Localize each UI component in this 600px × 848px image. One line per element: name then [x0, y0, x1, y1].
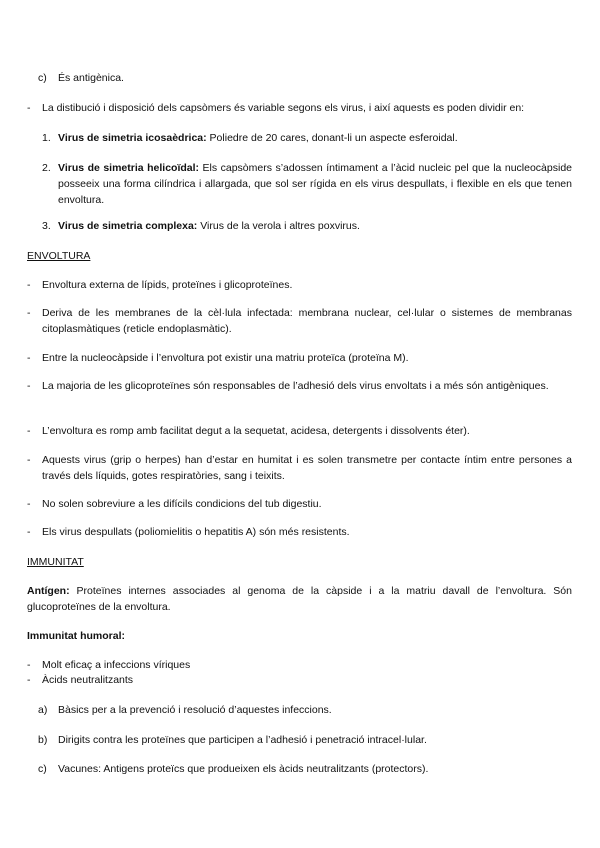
- symmetry-item-number: 3.: [42, 220, 51, 232]
- symmetry-item-number: 1.: [42, 132, 51, 144]
- antigen-paragraph: [27, 583, 572, 615]
- list-dash: -: [27, 307, 31, 319]
- list-dash: -: [27, 454, 31, 466]
- envoltura-item: Envoltura externa de lípids, proteïnes i glicoproteïnes.: [42, 279, 293, 291]
- symmetry-term: Virus de simetria helicoïdal:: [58, 162, 200, 174]
- top-item-label: c): [38, 72, 47, 84]
- symmetry-item: [58, 218, 572, 234]
- envoltura-item: L’envoltura es romp amb facilitat degut a la sequetat, acidesa, detergents i dissolvents éter).: [42, 425, 470, 437]
- envoltura-item: No solen sobreviure a les difícils condicions del tub digestiu.: [42, 498, 322, 510]
- symmetry-text: Els capsòmers s’adossen íntimament a l’àcid nucleic pel que la nucleocàpside posseeix una forma cilíndrica i allargada, que sol ser rígida en els virus despullats, i flexible en els que tenen envoltura.: [58, 162, 572, 206]
- envoltura-item: Aquests virus (grip o herpes) han d’estar en humitat i es solen transmetre per contacte íntim entre persones a través dels líquids, gotes respiratòries, sang i teixits.: [42, 454, 572, 482]
- list-dash: -: [27, 498, 31, 510]
- envoltura-item: Els virus despullats (poliomielitis o hepatitis A) són més resistents.: [42, 526, 350, 538]
- sub-item-text: Bàsics per a la prevenció i resolució d’aquestes infeccions.: [58, 704, 332, 716]
- envoltura-item: Deriva de les membranes de la cèl·lula infectada: membrana nuclear, cel·lular o sistemes de membranas citoplasmàtiques (reticle endoplasmàtic).: [42, 307, 572, 335]
- sub-item-label: b): [38, 734, 48, 746]
- list-dash: -: [27, 526, 31, 538]
- sub-item-label: c): [38, 763, 47, 775]
- antigen-term: Antígen:: [27, 585, 70, 597]
- envoltura-item: Entre la nucleocàpside i l’envoltura pot existir una matriu proteïca (proteïna M).: [42, 352, 409, 364]
- sub-item-text: Vacunes: Antigens proteïcs que produeixen els àcids neutralitzants (protectors).: [58, 763, 429, 775]
- symmetry-text: Poliedre de 20 cares, donant-li un aspecte esferoidal.: [206, 132, 458, 144]
- humoral-item: Àcids neutralitzants: [42, 674, 134, 686]
- sub-item-label: a): [38, 704, 48, 716]
- symmetry-item-number: 2.: [42, 162, 51, 174]
- list-dash: -: [27, 425, 31, 437]
- symmetry-term: Virus de simetria complexa:: [58, 220, 198, 232]
- list-dash: -: [27, 674, 31, 686]
- humoral-item: Molt eficaç a infeccions víriques: [42, 659, 191, 671]
- humoral-heading: Immunitat humoral:: [27, 630, 126, 642]
- envoltura-item: La majoria de les glicoproteïnes són responsables de l’adhesió dels virus envoltats i a més són antigèniques.: [42, 380, 549, 392]
- section-heading-immunitat: IMMUNITAT: [27, 556, 84, 568]
- symmetry-item: [58, 130, 572, 146]
- list-dash: -: [27, 352, 31, 364]
- top-item-text: És antigènica.: [58, 72, 124, 84]
- antigen-text: Proteïnes internes associades al genoma de la càpside i a la matriu davall de l’envoltura. Són glucoproteïnes de la envoltura.: [27, 585, 572, 613]
- sub-item-text: Dirigits contra les proteïnes que participen a l’adhesió i penetració intracel·lular.: [58, 734, 427, 746]
- list-dash: -: [27, 380, 31, 392]
- intro-paragraph: La distibució i disposició dels capsòmers és variable segons els virus, i així aquests es poden dividir en:: [42, 102, 525, 114]
- intro-dash: -: [27, 102, 31, 114]
- symmetry-item: [58, 160, 572, 208]
- section-heading-envoltura: ENVOLTURA: [27, 250, 91, 262]
- symmetry-text: Virus de la verola i altres poxvirus.: [197, 220, 360, 232]
- list-dash: -: [27, 659, 31, 671]
- list-dash: -: [27, 279, 31, 291]
- symmetry-term: Virus de simetria icosaèdrica:: [58, 132, 207, 144]
